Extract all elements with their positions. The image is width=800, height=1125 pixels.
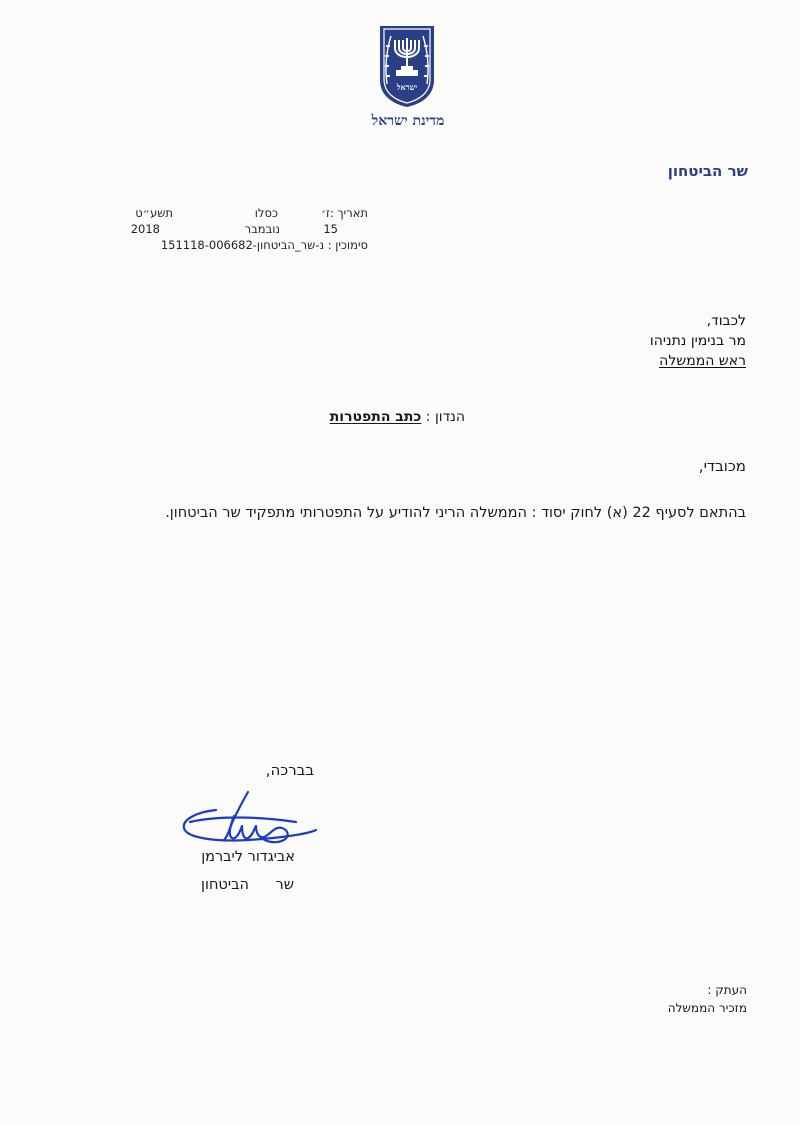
subject-line	[330, 409, 465, 425]
day: 15	[323, 222, 338, 236]
gregorian-year: 2018	[130, 222, 160, 236]
ministry-header: שר הביטחון	[667, 162, 748, 180]
addressee-name: מר בנימין נתניהו	[649, 333, 746, 349]
addressee-title: ראש הממשלה	[659, 353, 746, 369]
body-paragraph: בהתאם לסעיף 22 (א) לחוק יסוד : הממשלה הריני להודיע על התפטרותי מתפקיד שר הביטחון.	[165, 505, 746, 521]
hebrew-year: תשע״ט	[135, 206, 173, 220]
svg-text:ישראל: ישראל	[396, 82, 418, 92]
closing: בברכה,	[265, 761, 314, 779]
state-name: מדינת ישראל	[371, 113, 445, 129]
subject-text: כתב התפטרות	[329, 409, 422, 425]
addressee-honorific: לכבוד,	[706, 313, 746, 329]
hebrew-month: כסלו	[254, 206, 278, 220]
subject-label: הנדון :	[425, 409, 465, 425]
state-emblem-icon	[377, 24, 437, 108]
salutation: מכובדי,	[698, 457, 746, 475]
gregorian-month: נובמבר	[244, 222, 280, 236]
date-label: תאריך :ז׳	[321, 206, 368, 220]
copy-recipient: מזכיר הממשלה	[667, 1001, 747, 1015]
signer-title: שר הביטחון	[201, 877, 294, 893]
handwritten-signature	[176, 786, 322, 852]
signer-name: אביגדור ליברמן	[201, 849, 295, 865]
copy-label: העתק :	[707, 983, 747, 997]
reference-number: סימוכין : נ-שר_הביטחון-151118-006682	[160, 238, 368, 252]
